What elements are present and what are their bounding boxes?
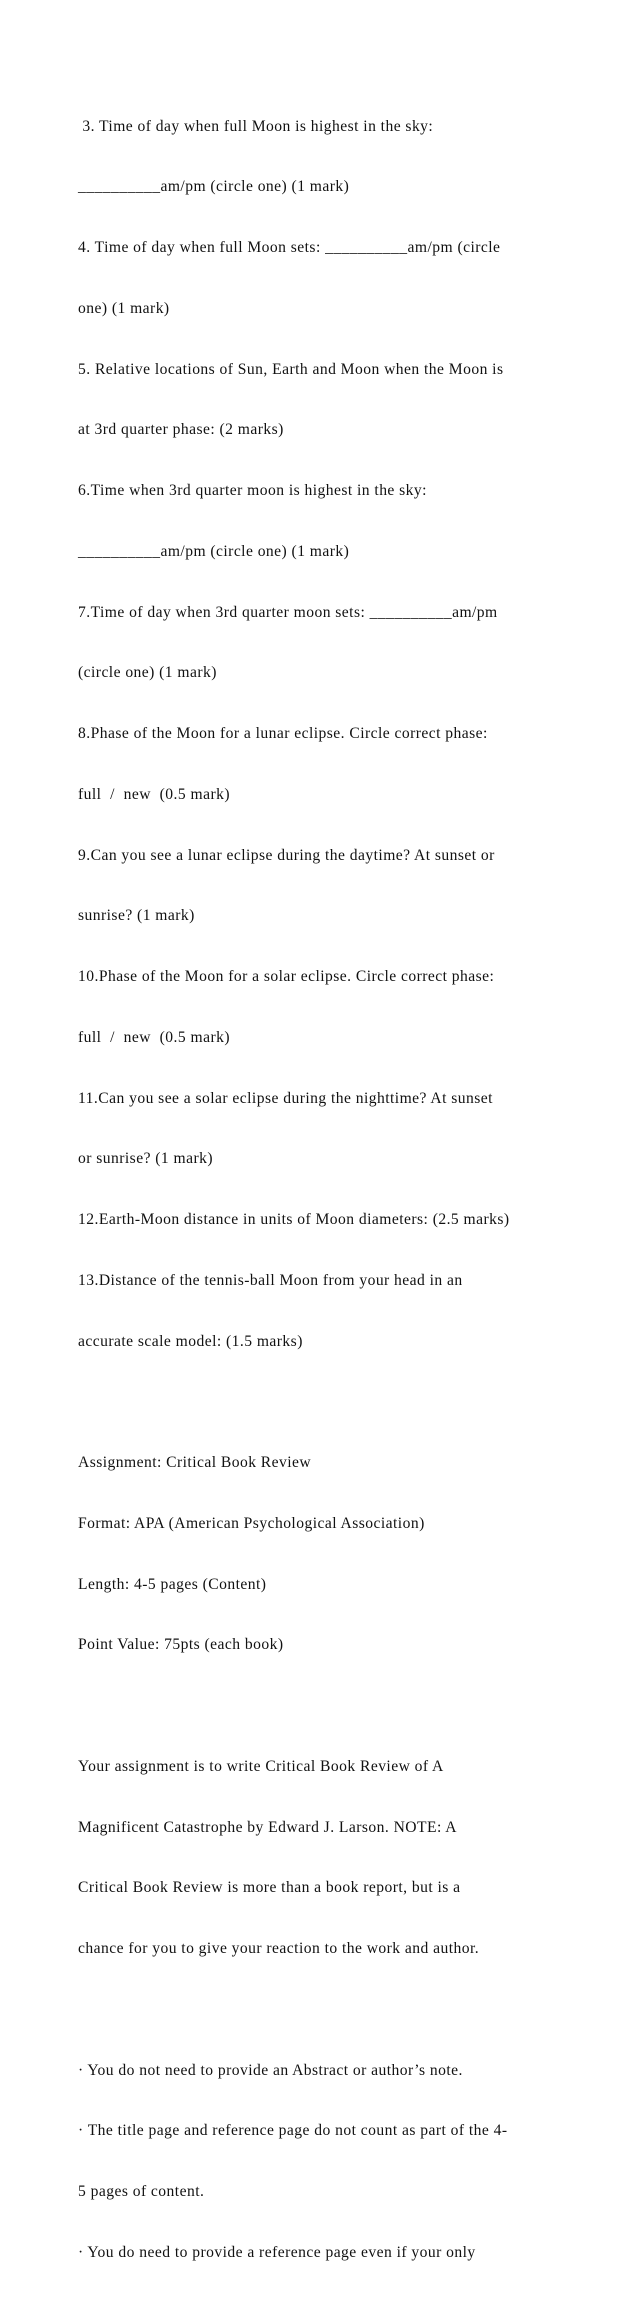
text-line: at 3rd quarter phase: (2 marks) xyxy=(78,421,284,439)
text-line: Format: APA (American Psychological Association) xyxy=(78,1514,425,1532)
text-line: one) (1 mark) xyxy=(78,299,170,317)
text-line: Magnificent Catastrophe by Edward J. Larson. NOTE: A xyxy=(78,1818,457,1836)
text-line: or sunrise? (1 mark) xyxy=(78,1150,214,1168)
text-line: 7.Time of day when 3rd quarter moon sets: __________am/pm xyxy=(78,603,498,621)
text-line: Critical Book Review is more than a book report, but is a xyxy=(78,1879,461,1897)
text-line: chance for you to give your reaction to the work and author. xyxy=(78,1940,480,1957)
text-line: 8.Phase of the Moon for a lunar eclipse. Circle correct phase: xyxy=(78,725,488,742)
text-line: 6.Time when 3rd quarter moon is highest in the sky: xyxy=(78,482,427,499)
text-line: 12.Earth-Moon distance in units of Moon diameters: (2.5 marks) xyxy=(78,1211,510,1228)
text-line: 5. Relative locations of Sun, Earth and Moon when the Moon is xyxy=(78,360,504,378)
text-line: 11.Can you see a solar eclipse during the nighttime? At sunset xyxy=(78,1089,493,1107)
text-line: 3. Time of day when full Moon is highest in the sky: xyxy=(78,117,434,135)
text-line: full / new (0.5 mark) xyxy=(78,785,230,803)
text-line: 10.Phase of the Moon for a solar eclipse. Circle correct phase: xyxy=(78,968,495,985)
bullet-line: · You do need to provide a reference page even if your only xyxy=(78,2243,476,2261)
document-text xyxy=(78,76,628,2304)
text-line: sunrise? (1 mark) xyxy=(78,907,195,925)
text-line: full / new (0.5 mark) xyxy=(78,1028,230,1046)
text-line: __________am/pm (circle one) (1 mark) xyxy=(78,542,350,560)
text-line: accurate scale model: (1.5 marks) xyxy=(78,1332,303,1350)
text-line: 13.Distance of the tennis-ball Moon from your head in an xyxy=(78,1271,463,1289)
text-line: 9.Can you see a lunar eclipse during the daytime? At sunset or xyxy=(78,846,495,864)
blank-line xyxy=(78,1696,628,1716)
blank-line xyxy=(78,2000,628,2020)
text-line: Length: 4-5 pages (Content) xyxy=(78,1575,267,1593)
bullet-line: · You do not need to provide an Abstract or author’s note. xyxy=(78,2061,463,2079)
text-line: Assignment: Critical Book Review xyxy=(78,1454,312,1471)
text-line: Point Value: 75pts (each book) xyxy=(78,1636,284,1654)
text-line: Your assignment is to write Critical Book Review of A xyxy=(78,1757,444,1775)
text-line: 4. Time of day when full Moon sets: __________am/pm (circle xyxy=(78,239,501,256)
text-line: 5 pages of content. xyxy=(78,2183,205,2200)
text-line: __________am/pm (circle one) (1 mark) xyxy=(78,178,350,196)
blank-line xyxy=(78,1392,628,1412)
text-line: (circle one) (1 mark) xyxy=(78,664,217,682)
bullet-line: · The title page and reference page do not count as part of the 4- xyxy=(78,2122,508,2140)
